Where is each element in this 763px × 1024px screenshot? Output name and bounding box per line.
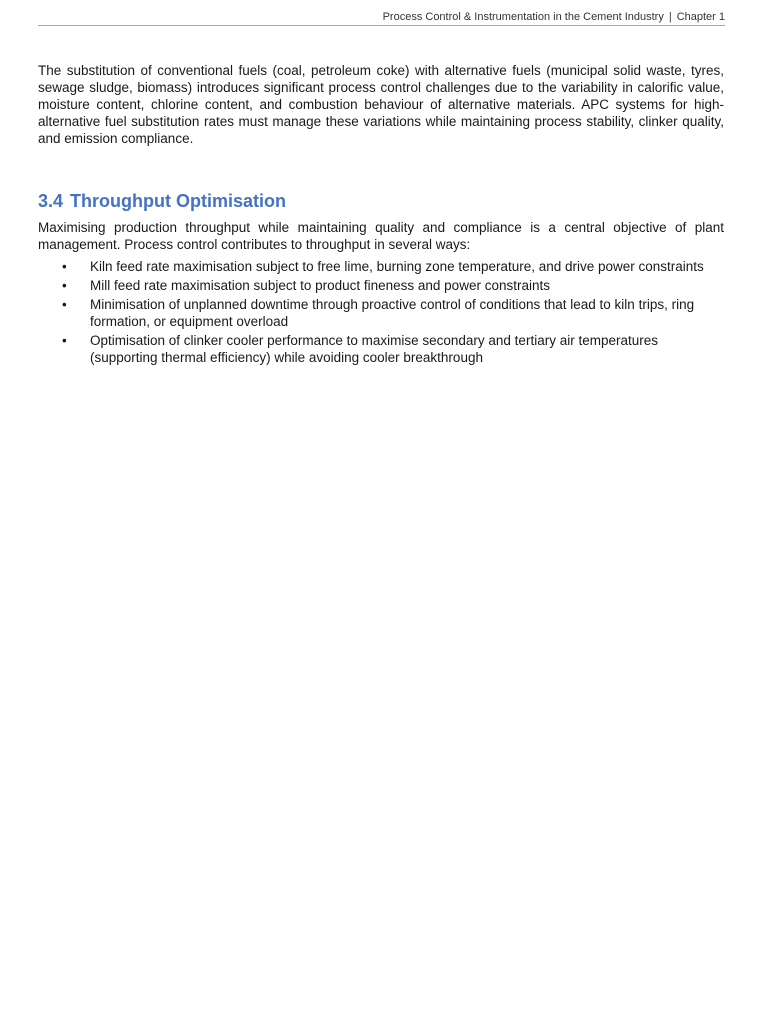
bullet-marker: • bbox=[62, 259, 67, 274]
section-intro-paragraph: Maximising production throughput while maintaining quality and compliance is a central objective of plant management. Process control contributes to throughput in several ways: bbox=[38, 220, 724, 252]
header-separator: | bbox=[668, 11, 672, 23]
header-chapter-label: Chapter 1 bbox=[676, 11, 725, 23]
list-item bbox=[38, 277, 724, 294]
bullet-list bbox=[38, 258, 724, 366]
bullet-marker: • bbox=[62, 297, 67, 312]
list-item-text: Mill feed rate maximisation subject to product fineness and power constraints bbox=[90, 278, 550, 293]
list-item-text: Optimisation of clinker cooler performance to maximise secondary and tertiary air temperatures (supporting thermal efficiency) while avoiding cooler breakthrough bbox=[90, 333, 658, 365]
list-item bbox=[38, 296, 724, 330]
alternative-fuels-paragraph: The substitution of conventional fuels (coal, petroleum coke) with alternative fuels (municipal solid waste, tyres, sewage sludge, biomass) introduces significant process control challenges due to the variability in calorific value, moisture content, chlorine content, and combustion behaviour of alternative materials. APC systems for high-alternative fuel substitution rates must manage these variations while maintaining process stability, clinker quality, and emission compliance. bbox=[38, 63, 724, 146]
list-item-text: Minimisation of unplanned downtime through proactive control of conditions that lead to kiln trips, ring formation, or equipment overload bbox=[90, 297, 695, 329]
running-header bbox=[38, 9, 725, 26]
list-item bbox=[38, 258, 724, 275]
section-number: 3.4 bbox=[38, 191, 64, 211]
section-title: Throughput Optimisation bbox=[70, 191, 286, 211]
list-item-text: Kiln feed rate maximisation subject to free lime, burning zone temperature, and drive power constraints bbox=[90, 259, 704, 274]
section-heading bbox=[38, 190, 724, 212]
bullet-marker: • bbox=[62, 278, 67, 293]
page-body bbox=[38, 62, 724, 368]
list-item bbox=[38, 332, 724, 366]
header-document-title: Process Control & Instrumentation in the Cement Industry bbox=[382, 11, 664, 23]
bullet-marker: • bbox=[62, 333, 67, 348]
